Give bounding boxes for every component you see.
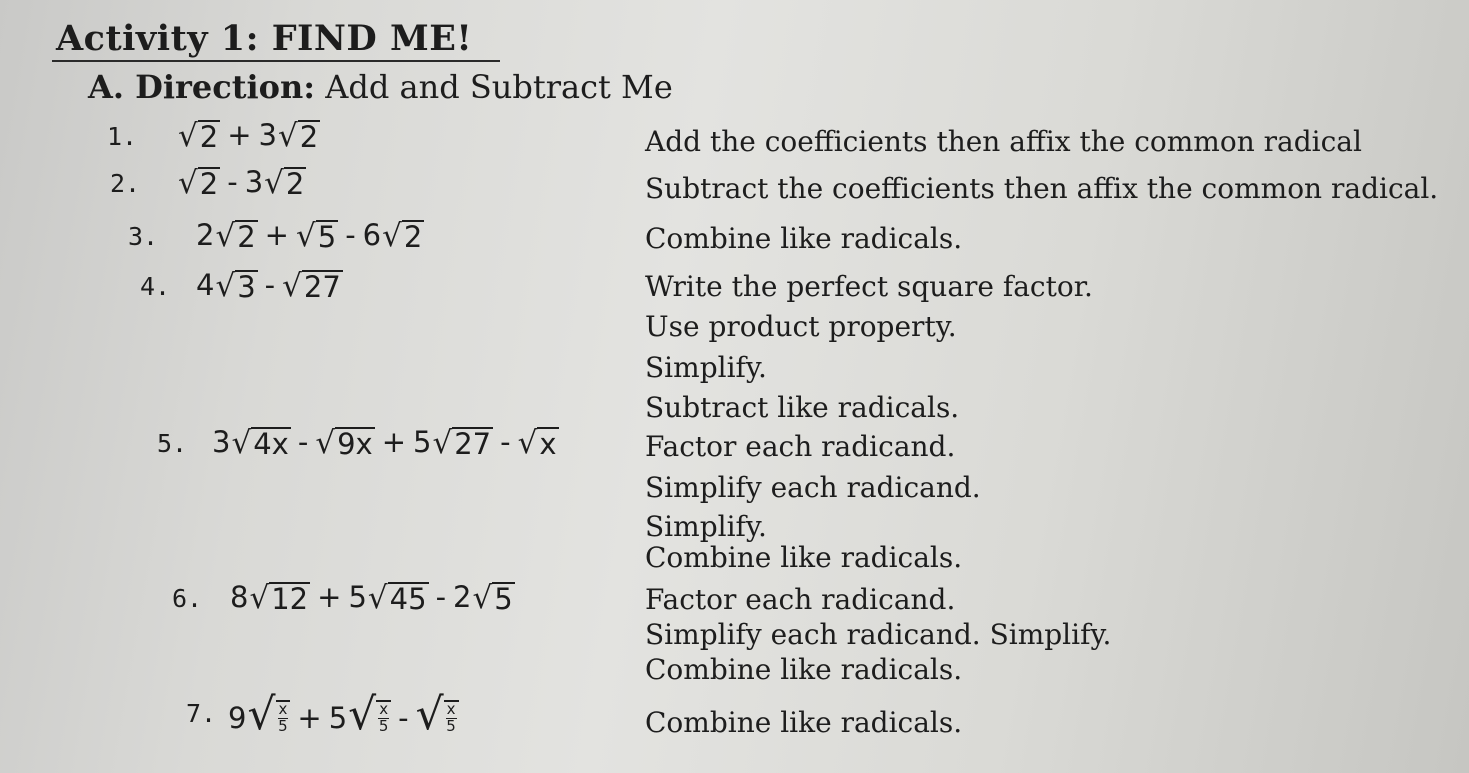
- radicand: 5: [317, 219, 337, 254]
- coefficient: 2: [453, 580, 472, 614]
- activity-title: Activity 1: FIND ME!: [56, 18, 473, 59]
- radicand: 9x: [337, 426, 373, 461]
- coefficient: 3: [244, 165, 264, 199]
- radical-term: [415, 689, 459, 740]
- radicand: 2: [299, 119, 319, 154]
- radical-sign: √: [178, 118, 198, 154]
- step-instruction: Simplify each radicand.: [645, 471, 981, 504]
- radicand: 2: [285, 166, 305, 201]
- coefficient: 4: [196, 268, 215, 302]
- step-instruction: Combine like radicals.: [645, 706, 963, 739]
- radical-sign: √: [247, 689, 276, 740]
- radical-term: [178, 167, 220, 199]
- radical-term: [518, 427, 559, 459]
- operator: -: [264, 268, 276, 302]
- operator: -: [398, 700, 409, 735]
- fraction-radicand: [444, 700, 459, 735]
- coefficient: 2: [196, 218, 215, 252]
- radical-term: [196, 218, 258, 252]
- operator: +: [264, 218, 289, 252]
- operator: -: [227, 165, 238, 199]
- problem-number: 1.: [107, 122, 138, 151]
- problem-number: 7.: [186, 699, 217, 728]
- step-instruction: Subtract like radicals.: [645, 391, 960, 424]
- math-expression: [178, 165, 306, 199]
- denominator: 5: [446, 716, 456, 735]
- radical-sign: √: [249, 580, 270, 616]
- radical-sign: √: [367, 580, 388, 616]
- math-expression: [178, 118, 320, 152]
- radical-sign: √: [277, 118, 298, 154]
- radical-sign: √: [517, 425, 538, 461]
- radicand: 5: [494, 581, 513, 616]
- numerator: x: [446, 700, 456, 719]
- radical-sign: √: [295, 218, 316, 254]
- operator: +: [317, 580, 342, 614]
- radical-term: [453, 580, 515, 614]
- step-instruction: Add the coefficients then affix the common radical: [645, 125, 1362, 158]
- radical-term: [328, 689, 391, 740]
- problem-number: 3.: [128, 222, 159, 251]
- math-expression: [212, 425, 559, 459]
- operator: -: [435, 580, 447, 614]
- radical-sign: √: [348, 689, 377, 740]
- radicand: 2: [199, 166, 219, 201]
- radical-term: [230, 580, 310, 614]
- math-expression: [196, 268, 343, 302]
- radical-sign: √: [231, 425, 252, 461]
- radicand: x: [539, 426, 557, 461]
- radicand: 12: [271, 581, 309, 616]
- operator: -: [297, 425, 309, 459]
- step-instruction: Simplify.: [645, 510, 767, 543]
- step-instruction: Use product property.: [645, 310, 957, 343]
- problem-number: 2.: [110, 169, 141, 198]
- step-instruction: Subtract the coefficients then affix the common radical.: [645, 172, 1439, 205]
- direction-text: Add and Subtract Me: [325, 68, 673, 106]
- step-instruction: Combine like radicals.: [645, 222, 963, 255]
- radical-term: [282, 270, 343, 302]
- problem-number: 6.: [172, 584, 203, 613]
- step-instruction: Factor each radicand.: [645, 583, 956, 616]
- radical-sign: √: [178, 165, 198, 201]
- step-instruction: Factor each radicand.: [645, 430, 956, 463]
- radical-sign: √: [215, 218, 236, 254]
- denominator: 5: [378, 716, 389, 735]
- coefficient: 6: [362, 218, 382, 252]
- numerator: x: [278, 700, 288, 719]
- radical-term: [245, 165, 307, 199]
- coefficient: 5: [348, 580, 367, 614]
- math-expression: [228, 689, 459, 740]
- math-expression: [196, 218, 424, 252]
- radical-sign: √: [282, 268, 302, 304]
- radical-term: [212, 425, 291, 459]
- operator: +: [381, 425, 407, 459]
- radical-term: [228, 689, 290, 740]
- radical-term: [178, 120, 220, 152]
- radical-sign: √: [315, 425, 336, 461]
- fraction-radicand: [376, 700, 391, 735]
- radical-sign: √: [472, 580, 493, 616]
- radical-sign: √: [382, 218, 402, 254]
- radical-term: [296, 220, 338, 252]
- operator: -: [500, 425, 511, 459]
- title-underline: [52, 60, 500, 62]
- coefficient: 8: [230, 580, 249, 614]
- radicand: 3: [237, 269, 256, 304]
- coefficient: 9: [228, 700, 247, 735]
- radical-sign: √: [264, 165, 284, 201]
- problem-number: 4.: [140, 272, 171, 301]
- problem-number: 5.: [157, 429, 188, 458]
- direction-line: [88, 68, 673, 106]
- operator: -: [345, 218, 356, 252]
- coefficient: 3: [258, 118, 277, 152]
- operator: +: [297, 700, 322, 735]
- coefficient: 5: [328, 700, 348, 735]
- denominator: 5: [278, 716, 288, 735]
- fraction-radicand: [276, 700, 291, 735]
- numerator: x: [379, 700, 389, 719]
- radicand: 2: [199, 119, 219, 154]
- coefficient: 3: [212, 425, 231, 459]
- radicand: 2: [403, 219, 423, 254]
- radicand: 27: [454, 426, 492, 461]
- radicand: 2: [237, 219, 256, 254]
- step-instruction: Write the perfect square factor.: [645, 270, 1093, 303]
- radical-term: [259, 118, 321, 152]
- operator: +: [227, 118, 252, 152]
- radical-sign: √: [432, 425, 453, 461]
- radical-term: [363, 218, 425, 252]
- math-expression: [230, 580, 515, 614]
- radicand: 27: [303, 269, 341, 304]
- step-instruction: Simplify each radicand. Simplify.: [645, 618, 1112, 651]
- radicand: 45: [389, 581, 427, 616]
- radical-term: [315, 427, 374, 459]
- radical-term: [196, 268, 258, 302]
- step-instruction: Simplify.: [645, 351, 767, 384]
- radical-sign: √: [215, 268, 236, 304]
- step-instruction: Combine like radicals.: [645, 653, 963, 686]
- direction-label: A. Direction:: [88, 68, 316, 106]
- radical-sign: √: [415, 689, 444, 740]
- coefficient: 5: [413, 425, 432, 459]
- step-instruction: Combine like radicals.: [645, 541, 963, 574]
- radical-term: [413, 425, 493, 459]
- radical-term: [348, 580, 428, 614]
- radicand: 4x: [253, 426, 289, 461]
